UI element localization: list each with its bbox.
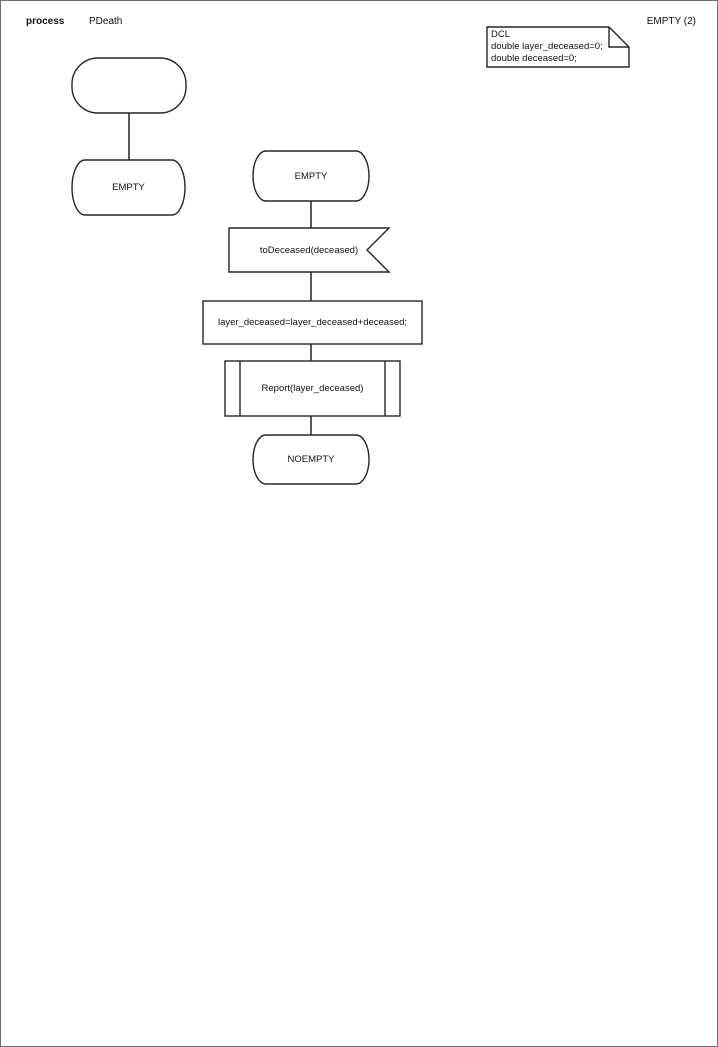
start-symbol[interactable] bbox=[72, 58, 186, 113]
page-label: EMPTY (2) bbox=[646, 16, 696, 27]
declaration-line: double deceased=0; bbox=[491, 53, 577, 64]
process-name-label: PDeath bbox=[89, 16, 123, 27]
state-label-empty-left: EMPTY bbox=[112, 182, 145, 193]
input-signal-label: toDeceased(deceased) bbox=[259, 244, 359, 256]
declarations-title: DCL bbox=[491, 29, 511, 40]
procedure-call-label: Report(layer_deceased) bbox=[261, 383, 364, 394]
task-label: layer_deceased=layer_deceased+deceased; bbox=[217, 317, 408, 328]
state-label-noempty: NOEMPTY bbox=[287, 454, 335, 465]
diagram-kind-label: process bbox=[26, 16, 65, 27]
state-label-empty-main: EMPTY bbox=[294, 170, 328, 182]
declaration-line: double layer_deceased=0; bbox=[491, 41, 603, 52]
declarations-text bbox=[491, 29, 623, 65]
